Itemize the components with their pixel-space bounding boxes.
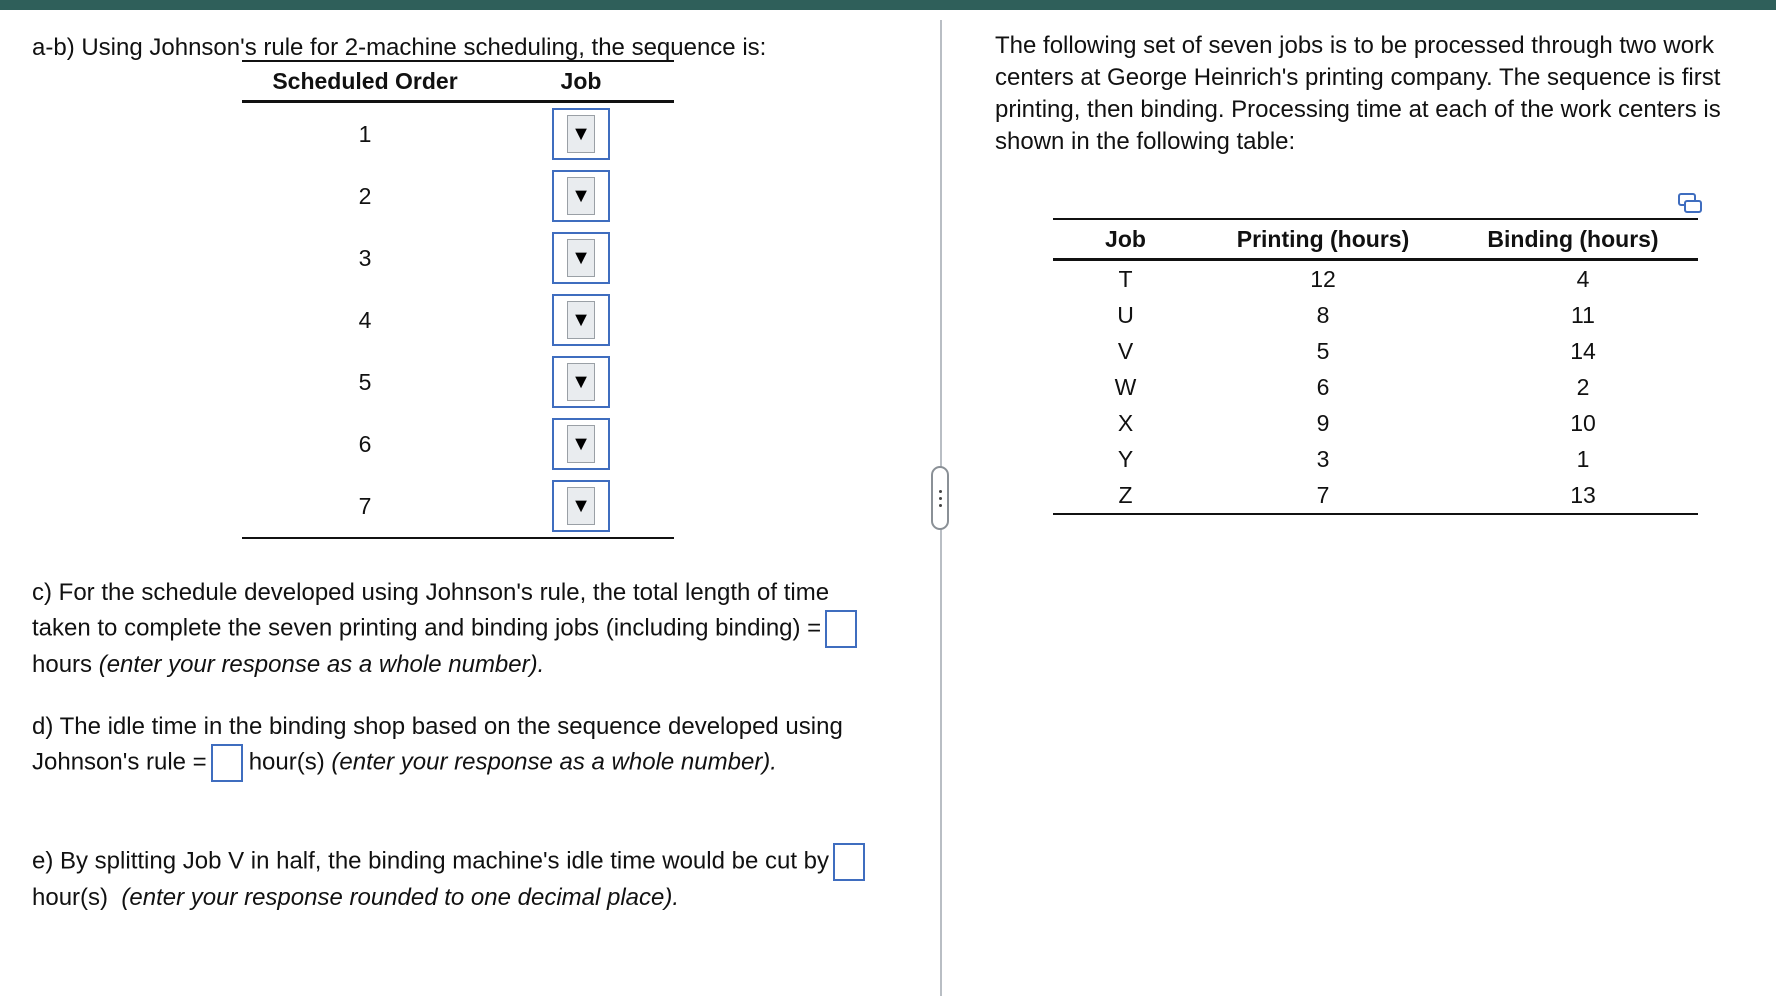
- job-cell: Z: [1118, 481, 1133, 508]
- total-time-input[interactable]: [825, 610, 857, 648]
- processing-table-header: [1053, 220, 1698, 261]
- printing-cell: 8: [1316, 301, 1330, 328]
- table-row: [1053, 441, 1698, 477]
- schedule-row: [242, 475, 674, 537]
- schedule-row: [242, 103, 674, 165]
- binding-cell: 4: [1576, 265, 1590, 292]
- schedule-table: [242, 60, 674, 539]
- order-number: 6: [358, 430, 372, 457]
- job-dropdown-1[interactable]: [552, 108, 610, 160]
- part-d-text: d) The idle time in the binding shop based on the sequence developed using Johnson's rule =: [32, 713, 843, 776]
- job-dropdown-7[interactable]: [552, 480, 610, 532]
- job-dropdown-3[interactable]: [552, 232, 610, 284]
- scheduled-order-header: Scheduled Order: [272, 67, 458, 94]
- order-number: 1: [358, 120, 372, 147]
- order-number: 3: [358, 244, 372, 271]
- part-c-hint: (enter your response as a whole number).: [98, 651, 545, 678]
- idle-reduction-input[interactable]: [833, 843, 865, 881]
- chevron-down-icon: ▼: [567, 425, 595, 463]
- part-e-text: e) By splitting Job V in half, the binding machine's idle time would be cut by: [32, 847, 830, 875]
- job-dropdown-2[interactable]: [552, 170, 610, 222]
- pane-resize-handle[interactable]: [931, 466, 949, 530]
- problem-statement: The following set of seven jobs is to be processed through two work centers at George Heinrich's printing company. The sequence is first printing, then binding. Processing time at each of the work centers is shown in the following table:: [995, 32, 1721, 155]
- processing-times-table: [1053, 218, 1698, 515]
- binding-cell: 14: [1570, 337, 1596, 364]
- table-row: [1053, 477, 1698, 513]
- table-row: [1053, 261, 1698, 297]
- job-dropdown-4[interactable]: [552, 294, 610, 346]
- binding-cell: 10: [1570, 409, 1596, 436]
- schedule-row: [242, 289, 674, 351]
- job-cell: X: [1117, 409, 1134, 436]
- part-d-hint: (enter your response as a whole number).: [331, 748, 777, 776]
- part-d-question: [32, 710, 892, 782]
- table-row: [1053, 369, 1698, 405]
- printing-cell: 6: [1316, 373, 1330, 400]
- order-number: 7: [358, 492, 372, 519]
- job-cell: W: [1114, 373, 1137, 400]
- printing-cell: 3: [1316, 445, 1330, 472]
- binding-cell: 1: [1576, 445, 1590, 472]
- job-header: Job: [560, 67, 602, 94]
- job-cell: T: [1118, 265, 1133, 292]
- idle-time-input[interactable]: [211, 744, 243, 782]
- order-number: 2: [358, 182, 372, 209]
- part-ab-title: a-b) Using Johnson's rule for 2-machine scheduling, the sequence is:: [32, 34, 767, 61]
- job-dropdown-5[interactable]: [552, 356, 610, 408]
- binding-cell: 13: [1570, 481, 1596, 508]
- chevron-down-icon: ▼: [567, 363, 595, 401]
- schedule-row: [242, 351, 674, 413]
- job-cell: Y: [1117, 445, 1134, 472]
- printing-column-header: Printing (hours): [1236, 225, 1410, 252]
- part-d-unit: hour(s): [248, 748, 325, 776]
- table-row: [1053, 333, 1698, 369]
- part-c-question: [32, 576, 892, 682]
- order-number: 4: [358, 306, 372, 333]
- chevron-down-icon: ▼: [567, 177, 595, 215]
- table-row: [1053, 405, 1698, 441]
- copy-icon[interactable]: [1678, 192, 1702, 214]
- schedule-row: [242, 165, 674, 227]
- binding-cell: 2: [1576, 373, 1590, 400]
- schedule-row: [242, 227, 674, 289]
- table-row: [1053, 297, 1698, 333]
- order-number: 5: [358, 368, 372, 395]
- part-e-question: [32, 843, 892, 915]
- job-dropdown-6[interactable]: [552, 418, 610, 470]
- job-cell: U: [1117, 301, 1134, 328]
- printing-cell: 5: [1316, 337, 1330, 364]
- chevron-down-icon: ▼: [567, 115, 595, 153]
- job-cell: V: [1117, 337, 1134, 364]
- printing-cell: 12: [1310, 265, 1336, 292]
- job-column-header: Job: [1105, 225, 1146, 252]
- top-bar: [0, 0, 1776, 10]
- printing-cell: 7: [1316, 481, 1330, 508]
- binding-cell: 11: [1571, 301, 1595, 328]
- part-c-text: c) For the schedule developed using Johnson's rule, the total length of time taken to complete the seven printing and binding jobs (including binding) =: [32, 579, 830, 642]
- schedule-table-header: [242, 62, 674, 103]
- right-pane: [995, 30, 1755, 158]
- part-c-unit: hours: [32, 651, 93, 678]
- chevron-down-icon: ▼: [567, 487, 595, 525]
- schedule-row: [242, 413, 674, 475]
- binding-column-header: Binding (hours): [1487, 225, 1659, 252]
- part-e-unit: hour(s): [32, 884, 109, 911]
- chevron-down-icon: ▼: [567, 239, 595, 277]
- chevron-down-icon: ▼: [567, 301, 595, 339]
- printing-cell: 9: [1316, 409, 1330, 436]
- part-e-hint: (enter your response rounded to one decimal place).: [121, 884, 680, 911]
